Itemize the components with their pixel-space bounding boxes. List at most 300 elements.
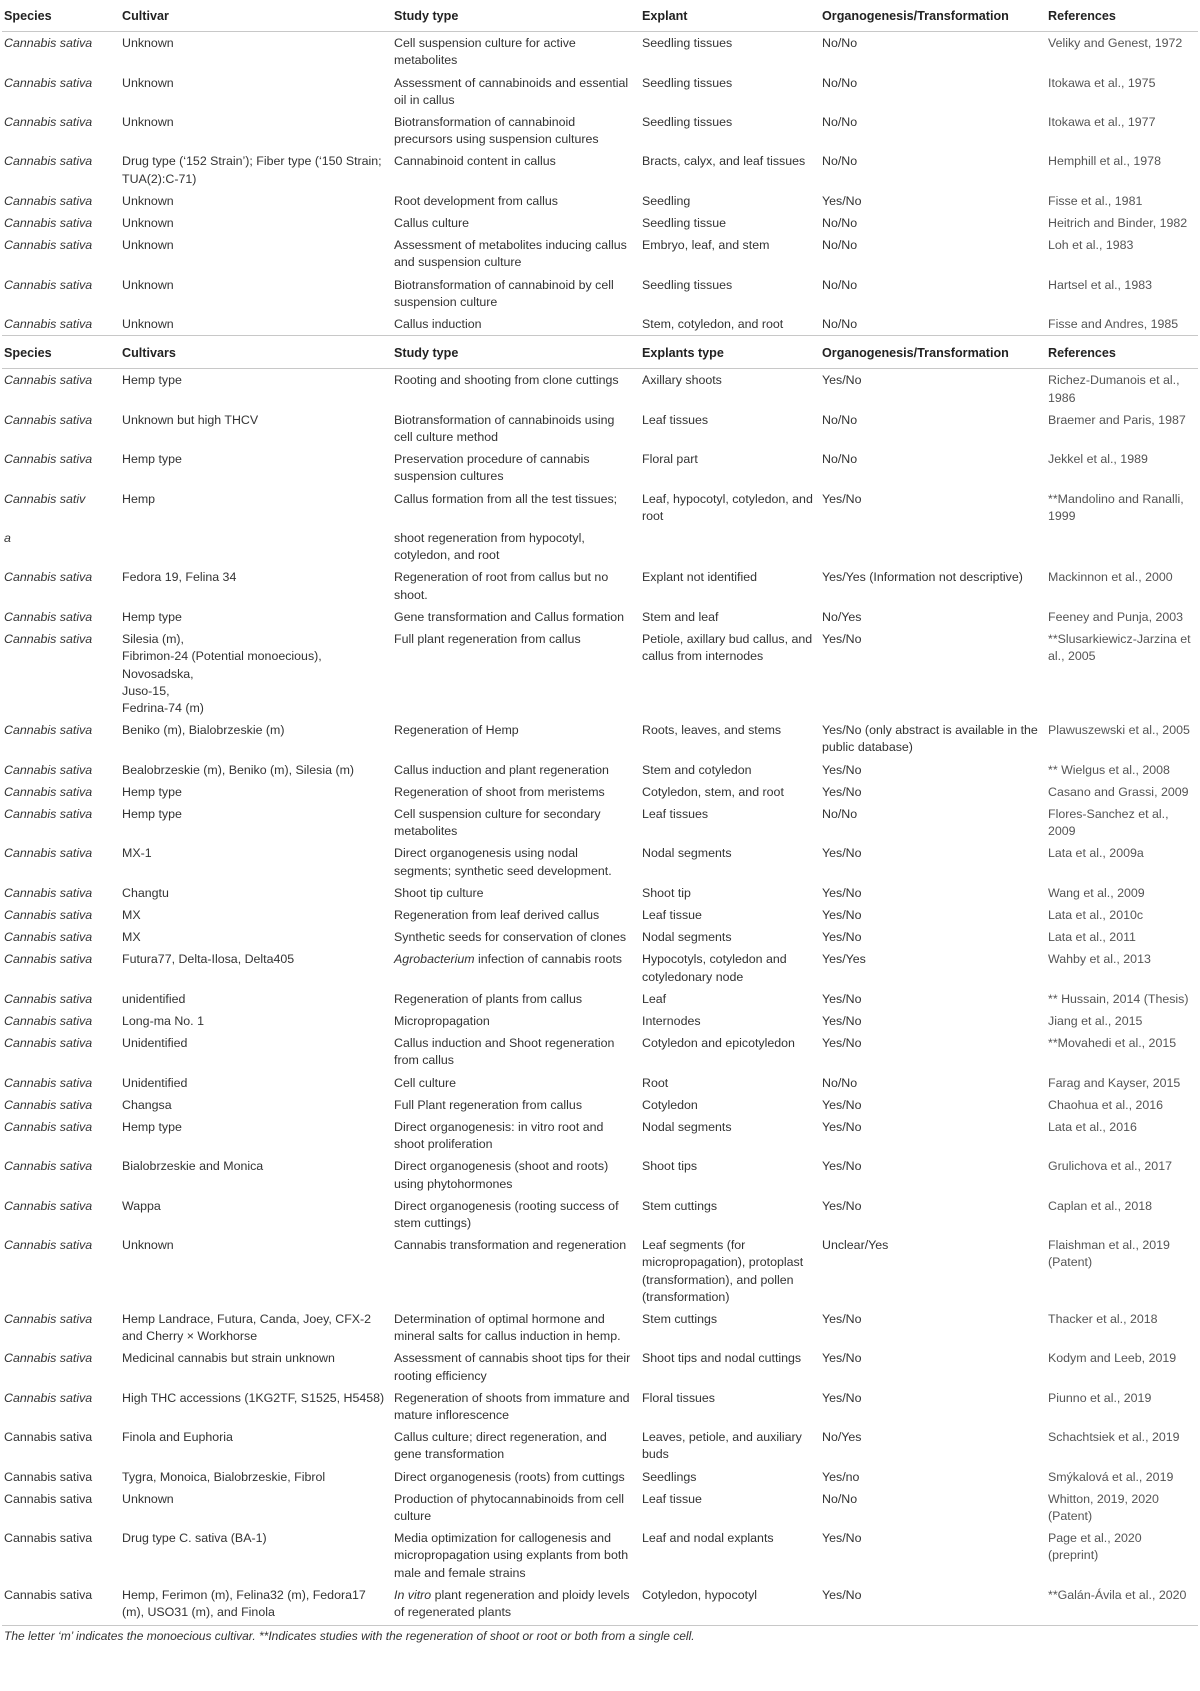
cell-study-type: Assessment of cannabis shoot tips for their rooting efficiency xyxy=(394,1351,631,1383)
cell-cultivar: Unknown xyxy=(122,1491,174,1506)
header-explant: Explant xyxy=(640,0,820,32)
cell-reference: Mackinnon et al., 2000 xyxy=(1048,570,1173,585)
table-row xyxy=(2,1155,1198,1194)
cell-study-type: Callus culture; direct regeneration, and gene transformation xyxy=(394,1430,607,1462)
cell-cultivar: Changtu xyxy=(122,885,169,900)
cell-study-type: Rooting and shooting from clone cuttings xyxy=(394,373,619,388)
cell-cultivar xyxy=(120,628,392,719)
cell-species: Cannabis sativa xyxy=(4,1036,93,1051)
literature-table xyxy=(2,0,1198,1626)
cell-cultivar: Tygra, Monoica, Bialobrzeskie, Fibrol xyxy=(122,1469,326,1484)
cell-species: Cannabis sativa xyxy=(4,930,93,945)
cell-study-type: Root development from callus xyxy=(394,193,558,208)
cell-study-type: Production of phytocannabinoids from cell culture xyxy=(394,1491,625,1524)
cultivar-line: Silesia (m), xyxy=(122,632,184,647)
cell-study-type: Callus induction and Shoot regeneration from callus xyxy=(394,1036,615,1068)
cell-organogenesis: Yes/No xyxy=(822,1312,862,1326)
cell-species: Cannabis sativa xyxy=(4,632,93,647)
study-type-italic: Agrobacterium xyxy=(394,952,475,967)
cell-explant: Leaves, petiole, and auxiliary buds xyxy=(642,1430,802,1462)
cell-study-type: Regeneration of shoot from meristems xyxy=(394,784,605,799)
table-row xyxy=(2,313,1198,336)
cell-cultivar: Finola and Euphoria xyxy=(122,1430,233,1445)
cell-organogenesis: No/No xyxy=(822,216,858,231)
table-row xyxy=(2,488,1198,527)
cell-reference: Fisse et al., 1981 xyxy=(1048,193,1143,208)
cultivar-line: Juso-15, xyxy=(122,683,170,698)
cell-cultivar: Unknown xyxy=(122,75,174,90)
cell-reference: Thacker et al., 2018 xyxy=(1048,1312,1158,1326)
cell-species: Cannabis sativa xyxy=(4,570,93,585)
table-row xyxy=(2,448,1198,487)
cell-explant: Explant not identified xyxy=(642,570,758,585)
cell-study-type: Full plant regeneration from callus xyxy=(394,632,581,647)
header-explants-type: Explants type xyxy=(640,336,820,369)
cell-organogenesis: No/No xyxy=(822,277,858,292)
table-row xyxy=(2,1387,1198,1426)
cell-reference: Whitton, 2019, 2020 (Patent) xyxy=(1048,1491,1159,1524)
cell-study-type: Callus induction xyxy=(394,317,482,332)
cell-species: Cannabis sativa xyxy=(4,723,93,738)
header-organogenesis: Organogenesis/Transformation xyxy=(820,336,1046,369)
cell-explant: Cotyledon, hypocotyl xyxy=(640,1584,820,1626)
cell-reference: Lata et al., 2010c xyxy=(1048,907,1144,922)
header-references: References xyxy=(1046,336,1198,369)
cell-study-type: Biotransformation of cannabinoids using cell culture method xyxy=(394,412,615,445)
cell-reference: Piunno et al., 2019 xyxy=(1048,1390,1152,1405)
cell-explant: Shoot tips xyxy=(642,1159,698,1174)
cell-reference: **Galán-Ávila et al., 2020 xyxy=(1046,1584,1198,1626)
cell-species: Cannabis sativa xyxy=(4,238,93,253)
cell-cultivar: Bialobrzeskie and Monica xyxy=(122,1159,264,1174)
cell-reference: Jiang et al., 2015 xyxy=(1048,1013,1143,1028)
table-row xyxy=(2,1234,1198,1308)
cell-explant: Leaf segments (for micropropagation), protoplast (transformation), and pollen (transformation) xyxy=(642,1238,804,1304)
cell-study-type: Regeneration of Hemp xyxy=(394,723,519,738)
cell-study-type: Assessment of cannabinoids and essential oil in callus xyxy=(394,75,629,107)
cell-study-type: Direct organogenesis (shoot and roots) using phytohormones xyxy=(394,1159,609,1191)
cell-organogenesis: No/No xyxy=(822,317,858,332)
cell-species: Cannabis sativa xyxy=(4,373,93,388)
table-row xyxy=(2,1488,1198,1527)
table-row xyxy=(2,409,1198,448)
cell-species: Cannabis sativa xyxy=(4,1097,93,1112)
cell-organogenesis: Yes/No xyxy=(822,491,862,506)
cell-reference: Lata et al., 2016 xyxy=(1048,1119,1137,1134)
cell-reference: Page et al., 2020 (preprint) xyxy=(1048,1531,1142,1563)
cell-reference: Fisse and Andres, 1985 xyxy=(1048,317,1179,332)
cell-cultivar: Medicinal cannabis but strain unknown xyxy=(122,1351,335,1366)
cell-reference: Itokawa et al., 1977 xyxy=(1048,115,1156,130)
cell-explant: Floral part xyxy=(642,452,698,467)
table-row xyxy=(2,369,1198,409)
cell-organogenesis: Yes/No xyxy=(822,1036,862,1051)
cell-explant: Seedling tissues xyxy=(642,75,733,90)
cell-explant: Cotyledon and epicotyledon xyxy=(642,1036,795,1051)
cell-organogenesis: No/Yes xyxy=(822,609,862,624)
cell-study-type: Synthetic seeds for conservation of clones xyxy=(394,930,627,945)
table-row xyxy=(2,719,1198,758)
cell-species: Cannabis sativa xyxy=(4,1351,93,1366)
cell-organogenesis: Yes/No xyxy=(820,1584,1046,1626)
cell-organogenesis: Yes/No xyxy=(822,930,862,945)
cell-reference: ** Wielgus et al., 2008 xyxy=(1048,762,1170,777)
cell-explant: Roots, leaves, and stems xyxy=(642,723,782,738)
table-row xyxy=(2,1032,1198,1071)
table-row xyxy=(2,32,1198,72)
cell-organogenesis: Yes/No xyxy=(822,1097,862,1112)
cell-cultivar: Bealobrzeskie (m), Beniko (m), Silesia (m) xyxy=(122,762,355,777)
cell-organogenesis: Yes/No xyxy=(822,1119,862,1134)
cell-study-type: Shoot tip culture xyxy=(394,885,484,900)
table-row xyxy=(2,566,1198,605)
header-species: Species xyxy=(2,0,120,32)
cell-cultivar: Hemp type xyxy=(122,373,182,388)
cell-cultivar: Hemp type xyxy=(122,452,182,467)
cell-explant: Stem cuttings xyxy=(642,1312,718,1326)
cell-species: Cannabis sativa xyxy=(4,1469,93,1484)
cell-species: Cannabis sativa xyxy=(4,1531,93,1546)
cell-reference: Kodym and Leeb, 2019 xyxy=(1048,1351,1177,1366)
cell-cultivar: Unidentified xyxy=(122,1075,188,1090)
cell-study-type: Regeneration of root from callus but no shoot. xyxy=(394,570,609,602)
cell-organogenesis: Yes/No xyxy=(822,991,862,1006)
cell-explant: Nodal segments xyxy=(642,846,732,861)
cell-reference: Itokawa et al., 1975 xyxy=(1048,75,1156,90)
cell-explant: Embryo, leaf, and stem xyxy=(642,238,770,253)
cell-study-type: Media optimization for callogenesis and micropropagation using explants from both male and female strains xyxy=(394,1531,629,1580)
cell-study-type: Direct organogenesis (roots) from cuttings xyxy=(394,1469,625,1484)
cell-species: Cannabis sativa xyxy=(4,762,93,777)
cell-explant: Seedling tissue xyxy=(642,216,727,231)
cell-species: Cannabis sativa xyxy=(4,216,93,231)
cultivar-line: Novosadska, xyxy=(122,666,194,681)
cell-reference: Loh et al., 1983 xyxy=(1048,238,1134,253)
cell-study-type: Cannabinoid content in callus xyxy=(394,154,556,169)
cell-explant: Leaf, hypocotyl, cotyledon, and root xyxy=(642,491,813,523)
cell-cultivar: MX xyxy=(122,930,141,945)
cell-reference: Plawuszewski et al., 2005 xyxy=(1048,723,1190,738)
cell-reference xyxy=(1046,527,1198,566)
cell-reference: Feeney and Punja, 2003 xyxy=(1048,609,1184,624)
cell-explant: Stem cuttings xyxy=(642,1198,718,1213)
cell-cultivar: Fedora 19, Felina 34 xyxy=(122,570,237,585)
table-row xyxy=(2,1347,1198,1386)
cell-study-type: Cell suspension culture for secondary metabolites xyxy=(394,806,601,839)
cell-species: Cannabis sativa xyxy=(4,784,93,799)
cell-study-type: Callus induction and plant regeneration xyxy=(394,762,609,777)
cell-reference: Flaishman et al., 2019 (Patent) xyxy=(1048,1238,1170,1270)
cell-species: Cannabis sativa xyxy=(4,1075,93,1090)
cell-organogenesis: No/Yes xyxy=(822,1430,862,1445)
cell-explant: Seedling xyxy=(642,193,691,208)
cell-organogenesis: Yes/No xyxy=(822,907,862,922)
cell-cultivar: Unknown xyxy=(122,216,174,231)
cell-cultivar: Hemp xyxy=(122,491,156,506)
table-row xyxy=(2,759,1198,781)
cell-cultivar: Unknown xyxy=(122,115,174,130)
cell-species: Cannabis sativa xyxy=(4,452,93,467)
cell-cultivar: Hemp, Ferimon (m), Felina32 (m), Fedora17 (m), USO31 (m), and Finola xyxy=(120,1584,392,1626)
cell-reference: Wang et al., 2009 xyxy=(1048,885,1145,900)
cell-reference: **Movahedi et al., 2015 xyxy=(1048,1036,1177,1051)
cell-species: Cannabis sativa xyxy=(4,609,93,624)
cell-explant: Leaf tissues xyxy=(642,412,709,427)
cell-organogenesis: Yes/no xyxy=(822,1469,860,1484)
cell-organogenesis: No/No xyxy=(822,75,858,90)
cell-explant xyxy=(640,527,820,566)
cell-reference: Lata et al., 2009a xyxy=(1048,846,1144,861)
cell-study-type: Assessment of metabolites inducing callus and suspension culture xyxy=(394,238,627,270)
cell-cultivar: Changsa xyxy=(122,1097,172,1112)
cell-organogenesis: Yes/No (only abstract is available in the public database) xyxy=(822,723,1038,755)
cell-reference: Caplan et al., 2018 xyxy=(1048,1198,1153,1213)
cell-species: Cannabis sativa xyxy=(4,907,93,922)
cell-species: Cannabis sativa xyxy=(4,412,93,427)
cell-organogenesis: Yes/No xyxy=(822,1013,862,1028)
cell-organogenesis: No/No xyxy=(822,452,858,467)
cell-organogenesis: Yes/No xyxy=(822,193,862,208)
table-row xyxy=(2,190,1198,212)
table-row xyxy=(2,1010,1198,1032)
cell-cultivar: Hemp Landrace, Futura, Canda, Joey, CFX-2 and Cherry × Workhorse xyxy=(122,1312,372,1344)
cell-organogenesis: Yes/No xyxy=(822,1159,862,1174)
cell-species: Cannabis sativa xyxy=(4,806,93,821)
cell-study-type: Callus formation from all the test tissues; xyxy=(394,491,618,506)
cell-cultivar xyxy=(120,527,392,566)
cell-explant: Stem and leaf xyxy=(642,609,719,624)
section2-head xyxy=(2,336,1198,369)
study-type-text: infection of cannabis roots xyxy=(474,952,622,967)
cell-explant: Stem and cotyledon xyxy=(642,762,752,777)
cell-reference: Grulichova et al., 2017 xyxy=(1048,1159,1172,1174)
cell-study-type: Direct organogenesis (rooting success of stem cuttings) xyxy=(394,1198,619,1230)
cell-species: Cannabis sativa xyxy=(4,75,93,90)
cell-reference: Schachtsiek et al., 2019 xyxy=(1048,1430,1180,1445)
header-cultivar: Cultivar xyxy=(120,0,392,32)
cell-species: Cannabis sativa xyxy=(4,952,93,967)
cell-study-type: Regeneration of shoots from immature and mature inflorescence xyxy=(394,1390,630,1423)
cell-study-type: Callus culture xyxy=(394,216,470,231)
cell-study-type: Preservation procedure of cannabis suspension cultures xyxy=(394,452,590,484)
table-row xyxy=(2,926,1198,948)
cell-explant: Floral tissues xyxy=(642,1390,715,1405)
cell-organogenesis: No/No xyxy=(822,1075,858,1090)
cell-organogenesis: Yes/No xyxy=(822,846,862,861)
cell-study-type: Determination of optimal hormone and mineral salts for callus induction in hemp. xyxy=(394,1312,621,1344)
cell-reference: Hartsel et al., 1983 xyxy=(1048,277,1153,292)
table-row xyxy=(2,1308,1198,1347)
header-species: Species xyxy=(2,336,120,369)
cell-organogenesis: Yes/Yes (Information not descriptive) xyxy=(822,570,1023,585)
cell-species: Cannabis sativa xyxy=(4,1430,93,1445)
cell-explant: Leaf xyxy=(642,991,667,1006)
cell-organogenesis: Yes/No xyxy=(822,1198,862,1213)
cell-cultivar: Unknown xyxy=(122,277,174,292)
table-row xyxy=(2,781,1198,803)
cell-cultivar: Hemp type xyxy=(122,784,182,799)
cell-explant: Seedling tissues xyxy=(642,115,733,130)
table-row xyxy=(2,948,1198,987)
cell-species: Cannabis sativa xyxy=(4,1159,93,1174)
table-row xyxy=(2,1466,1198,1488)
cell-study-type: Micropropagation xyxy=(394,1013,490,1028)
table-row xyxy=(2,150,1198,189)
cell-study-type: Cell suspension culture for active metabolites xyxy=(394,36,576,68)
cell-organogenesis: No/No xyxy=(822,1491,858,1506)
table-row xyxy=(2,606,1198,628)
cell-explant: Stem, cotyledon, and root xyxy=(642,317,784,332)
cell-reference: Braemer and Paris, 1987 xyxy=(1048,412,1186,427)
cell-organogenesis: Yes/No xyxy=(822,1351,862,1366)
table-row xyxy=(2,842,1198,881)
cell-reference: Casano and Grassi, 2009 xyxy=(1048,784,1189,799)
cell-cultivar: MX-1 xyxy=(122,846,152,861)
table-row xyxy=(2,882,1198,904)
cell-explant: Shoot tip xyxy=(642,885,691,900)
cell-organogenesis: No/No xyxy=(822,36,858,51)
cell-reference: Richez-Dumanois et al., 1986 xyxy=(1048,373,1180,405)
header-organogenesis: Organogenesis/Transformation xyxy=(820,0,1046,32)
cell-study-type: Direct organogenesis: in vitro root and shoot proliferation xyxy=(394,1119,604,1152)
cell-organogenesis: No/No xyxy=(822,806,858,821)
cell-study-type: Gene transformation and Callus formation xyxy=(394,609,625,624)
table-row xyxy=(2,1116,1198,1155)
table-row xyxy=(2,1527,1198,1584)
cell-species: Cannabis sativa xyxy=(4,846,93,861)
cell-cultivar: Hemp type xyxy=(122,609,182,624)
cell-cultivar: Unknown xyxy=(122,36,174,51)
cell-species: Cannabis sativa xyxy=(4,1119,93,1134)
cell-explant: Cotyledon xyxy=(642,1097,698,1112)
cell-reference: Smýkalová et al., 2019 xyxy=(1048,1469,1174,1484)
cell-organogenesis: Yes/No xyxy=(822,632,862,647)
cell-explant: Leaf tissues xyxy=(642,806,709,821)
table-row xyxy=(2,1094,1198,1116)
cell-species: Cannabis sativa xyxy=(4,1390,93,1405)
table-row xyxy=(2,1195,1198,1234)
cell-organogenesis: Yes/Yes xyxy=(822,952,866,967)
cell-study-type: Regeneration of plants from callus xyxy=(394,991,583,1006)
cell-cultivar: Unidentified xyxy=(122,1036,188,1051)
cell-cultivar: MX xyxy=(122,907,141,922)
cell-explant: Petiole, axillary bud callus, and callus from internodes xyxy=(642,632,813,664)
cell-species: Cannabis sativa xyxy=(4,1312,93,1326)
cell-explant: Leaf and nodal explants xyxy=(642,1531,774,1546)
cell-reference: Jekkel et al., 1989 xyxy=(1048,452,1148,467)
cultivar-line: Fibrimon-24 (Potential monoecious), xyxy=(122,649,322,664)
cell-cultivar: Hemp type xyxy=(122,1119,182,1134)
study-type-text: plant regeneration and ploidy levels of regenerated plants xyxy=(394,1587,630,1620)
header-cultivars: Cultivars xyxy=(120,336,392,369)
cell-cultivar: Long-ma No. 1 xyxy=(122,1013,204,1028)
cell-explant: Nodal segments xyxy=(642,930,732,945)
section2-body xyxy=(2,369,1198,1626)
table-row xyxy=(2,1426,1198,1465)
cell-study-type: Full Plant regeneration from callus xyxy=(394,1097,583,1112)
cell-study-type: Cell culture xyxy=(394,1075,456,1090)
cell-study-type: Biotransformation of cannabinoid by cell suspension culture xyxy=(394,277,614,309)
cell-study-type: Biotransformation of cannabinoid precursors using suspension cultures xyxy=(394,115,599,147)
table-footnote: The letter ‘m’ indicates the monoecious cultivar. **Indicates studies with the regeneration of shoot or root or both from a single cell. xyxy=(4,1629,695,1644)
cell-species: Cannabis sativa xyxy=(4,885,93,900)
cell-explant: Internodes xyxy=(642,1013,701,1028)
cell-cultivar: Hemp type xyxy=(122,806,182,821)
cell-species: Cannabis sativa xyxy=(2,1584,120,1626)
cell-explant: Shoot tips and nodal cuttings xyxy=(642,1351,802,1366)
cell-cultivar: Futura77, Delta-Ilosa, Delta405 xyxy=(122,952,295,967)
cell-species: Cannabis sativa xyxy=(4,991,93,1006)
cell-reference: Veliky and Genest, 1972 xyxy=(1048,36,1183,51)
table-row xyxy=(2,803,1198,842)
table-row xyxy=(2,1584,1198,1626)
cell-explant: Root xyxy=(642,1075,669,1090)
cell-explant: Bracts, calyx, and leaf tissues xyxy=(642,154,806,169)
cell-cultivar: Unknown xyxy=(122,1238,174,1253)
cell-study-type: Cannabis transformation and regeneration xyxy=(394,1238,627,1253)
cell-organogenesis: Yes/No xyxy=(822,784,862,799)
cell-reference: Chaohua et al., 2016 xyxy=(1048,1097,1164,1112)
table-row xyxy=(2,628,1198,719)
cell-cultivar: High THC accessions (1KG2TF, S1525, H5458) xyxy=(122,1390,385,1405)
cell-species: Cannabis sativa xyxy=(4,1198,93,1213)
header-references: References xyxy=(1046,0,1198,32)
cell-organogenesis: Yes/No xyxy=(822,1531,862,1546)
table-row xyxy=(2,212,1198,234)
cell-study-type xyxy=(392,948,640,987)
cell-explant: Seedling tissues xyxy=(642,277,733,292)
cell-study-type: Regeneration from leaf derived callus xyxy=(394,907,600,922)
table-header-row xyxy=(2,336,1198,369)
cell-explant: Axillary shoots xyxy=(642,373,722,388)
cell-study-type xyxy=(392,1584,640,1626)
cell-study-type: shoot regeneration from hypocotyl, cotyledon, and root xyxy=(394,531,585,563)
cell-cultivar: Beniko (m), Bialobrzeskie (m) xyxy=(122,723,285,738)
cell-organogenesis: Yes/No xyxy=(822,1390,862,1405)
cell-explant: Hypocotyls, cotyledon and cotyledonary node xyxy=(642,952,787,984)
cell-species: Cannabis sativa xyxy=(4,154,93,169)
table-row xyxy=(2,111,1198,150)
cell-cultivar: Unknown xyxy=(122,238,174,253)
cell-organogenesis: Yes/No xyxy=(822,373,862,388)
cell-cultivar: Drug type (‘152 Strain’); Fiber type (‘150 Strain; TUA(2):C-71) xyxy=(122,154,382,186)
cell-cultivar: Drug type C. sativa (BA-1) xyxy=(122,1531,267,1546)
cell-reference: ** Hussain, 2014 (Thesis) xyxy=(1048,991,1189,1006)
cell-species: a xyxy=(4,531,11,546)
cell-explant: Nodal segments xyxy=(642,1119,732,1134)
cell-species: Cannabis sativa xyxy=(4,193,93,208)
cell-species: Cannabis sativa xyxy=(4,277,93,292)
table-row xyxy=(2,988,1198,1010)
section1-body xyxy=(2,32,1198,336)
table-row xyxy=(2,234,1198,273)
cell-reference: Wahby et al., 2013 xyxy=(1048,952,1151,967)
table-row xyxy=(2,1072,1198,1094)
header-study-type: Study type xyxy=(392,336,640,369)
cell-cultivar: Unknown xyxy=(122,193,174,208)
cell-reference: Hemphill et al., 1978 xyxy=(1048,154,1161,169)
cell-species: Cannabis sativa xyxy=(4,317,93,332)
cell-organogenesis: No/No xyxy=(822,238,858,253)
cell-organogenesis xyxy=(820,527,1046,566)
cell-reference: Lata et al., 2011 xyxy=(1048,930,1136,945)
cell-organogenesis: Unclear/Yes xyxy=(822,1238,889,1253)
cell-reference: **Mandolino and Ranalli, 1999 xyxy=(1048,491,1184,523)
cell-species: Cannabis sativ xyxy=(4,491,86,506)
table-row xyxy=(2,904,1198,926)
cell-cultivar: unidentified xyxy=(122,991,186,1006)
cell-species: Cannabis sativa xyxy=(4,115,93,130)
